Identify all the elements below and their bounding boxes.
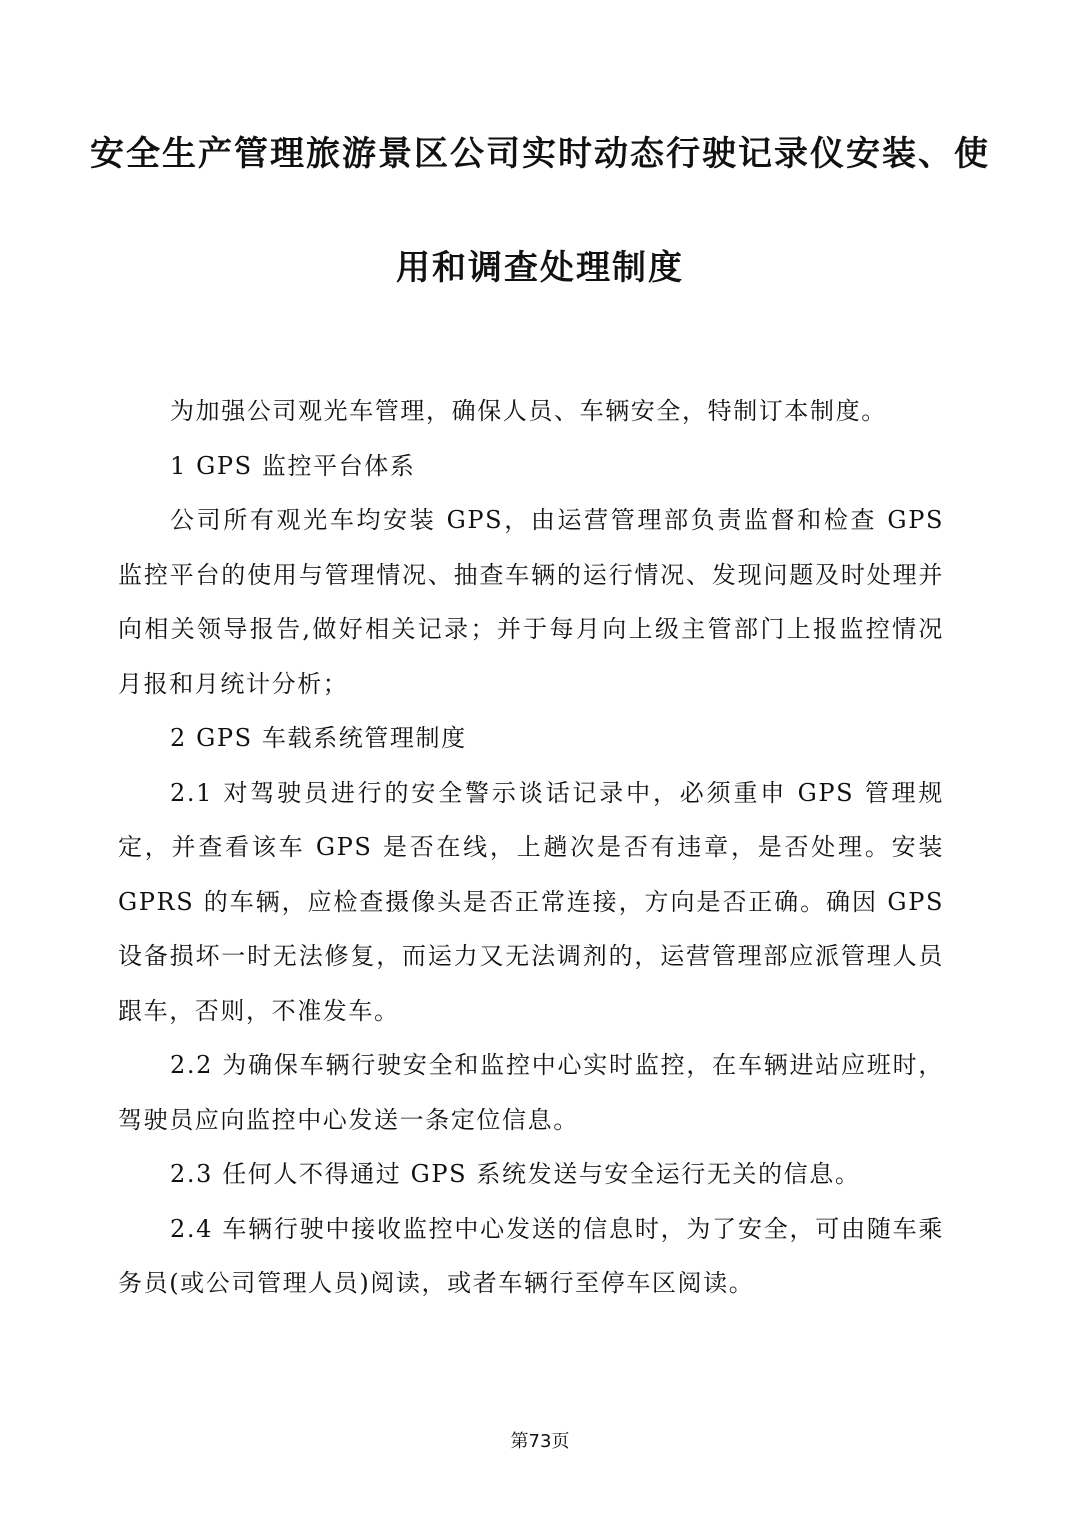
document-title-line-2: 用和调查处理制度 bbox=[396, 248, 684, 288]
paragraph-2-4: 2.4 车辆行驶中接收监控中心发送的信息时，为了安全，可由随车乘务员(或公司管理人员)阅读，或者车辆行至停车区阅读。 bbox=[118, 1214, 944, 1297]
paragraph-intro: 为加强公司观光车管理，确保人员、车辆安全，特制订本制度。 bbox=[170, 397, 887, 425]
document-title-line-1: 安全生产管理旅游景区公司实时动态行驶记录仪安装、使 bbox=[90, 134, 990, 174]
section-heading-1: 1 GPS 监控平台体系 bbox=[170, 451, 416, 480]
paragraph-section-1: 公司所有观光车均安装 GPS，由运营管理部负责监督和检查 GPS 监控平台的使用与管理情况、抽查车辆的运行情况、发现问题及时处理并向相关领导报告,做好相关记录；并于每月向上级主管部门上报监控情况月报和月统计分析； bbox=[118, 506, 944, 698]
paragraph-2-1: 2.1 对驾驶员进行的安全警示谈话记录中，必须重申 GPS 管理规定，并查看该车 GPS 是否在线，上趟次是否有违章，是否处理。安装 GPRS 的车辆，应检查摄像头是否正常连接，方向是否正确。确因 GPS 设备损坏一时无法修复，而运力又无法调剂的，运营管理部应派管理人员跟车，否则，不准发车。 bbox=[118, 778, 944, 1025]
document-body bbox=[118, 384, 944, 1311]
paragraph-2-2: 2.2 为确保车辆行驶安全和监控中心实时监控，在车辆进站应班时，驾驶员应向监控中心发送一条定位信息。 bbox=[118, 1051, 944, 1134]
page-number: 第73页 bbox=[510, 1431, 570, 1452]
section-heading-2: 2 GPS 车载系统管理制度 bbox=[170, 724, 467, 752]
paragraph-2-3: 2.3 任何人不得通过 GPS 系统发送与安全运行无关的信息。 bbox=[170, 1160, 861, 1188]
